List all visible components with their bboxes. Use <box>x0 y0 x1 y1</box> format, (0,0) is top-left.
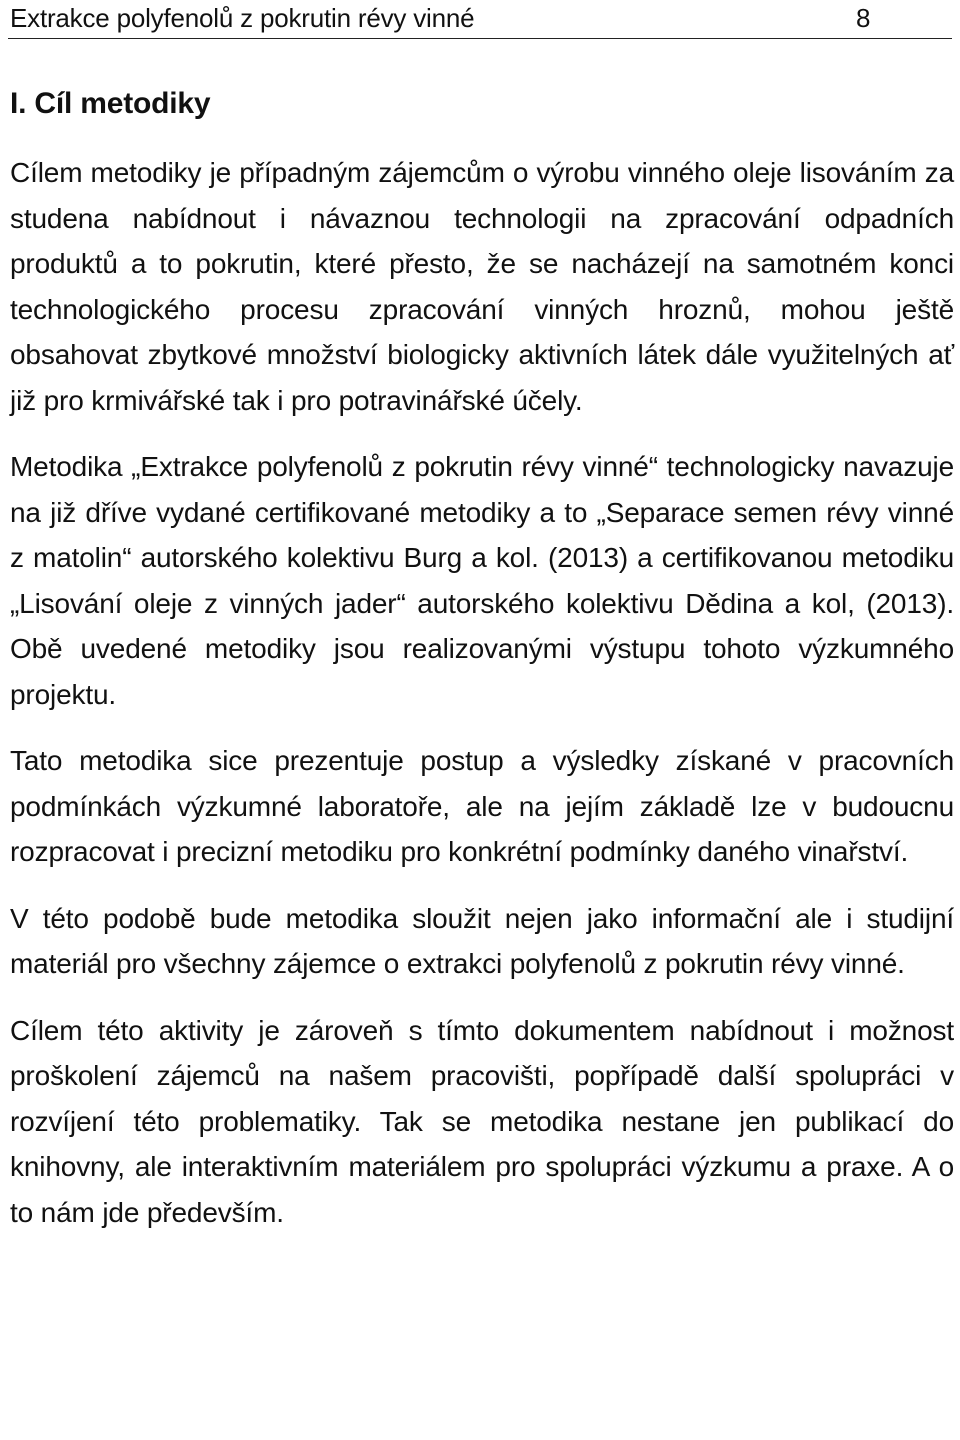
paragraph-related-methods: Metodika „Extrakce polyfenolů z pokrutin révy vinné“ technologicky navazuje na již dříve vydané certifikované metodiky a to „Separace semen révy vinné z matolin“ autorského kolektivu Burg a kol. (2013) a certifikovanou metodiku „Lisování oleje z vinných jader“ autorského kolektivu Dědina a kol, (2013). Obě uvedené metodiky jsou realizovanými výstupu tohoto výzkumného projektu. <box>10 451 954 710</box>
section-heading: I. Cíl metodiky <box>10 87 211 120</box>
section-body <box>10 82 954 1256</box>
page-number: 8 <box>856 3 871 33</box>
header-title: Extrakce polyfenolů z pokrutin révy vinné <box>10 3 475 33</box>
running-header <box>8 0 952 39</box>
paragraph-goal: Cílem metodiky je případným zájemcům o výrobu vinného oleje lisováním za studena nabídnout i návaznou technologii na zpracování odpadních produktů a to pokrutin, které přesto, že se nacházejí na samotném konci technologického procesu zpracování vinných hroznů, mohou ještě obsahovat zbytkové množství biologicky aktivních látek dále využitelných ať již pro krmivářské tak i pro potravinářské účely. <box>10 157 954 416</box>
paragraph-training: Cílem této aktivity je zároveň s tímto dokumentem nabídnout i možnost proškolení zájemců na našem pracovišti, popřípadě další spolupráci v rozvíjení této problematiky. Tak se metodika nestane jen publikací do knihovny, ale interaktivním materiálem pro spolupráci výzkumu a praxe. A o to nám jde především. <box>10 1014 954 1228</box>
paragraph-laboratory: Tato metodika sice prezentuje postup a výsledky získané v pracovních podmínkách výzkumné laboratoře, ale na jejím základě lze v budoucnu rozpracovat i precizní metodiku pro konkrétní podmínky daného vinařství. <box>10 745 954 867</box>
paragraph-purpose: V této podobě bude metodika sloužit nejen jako informační ale i studijní materiál pro všechny zájemce o extrakci polyfenolů z pokrutin révy vinné. <box>10 902 954 979</box>
